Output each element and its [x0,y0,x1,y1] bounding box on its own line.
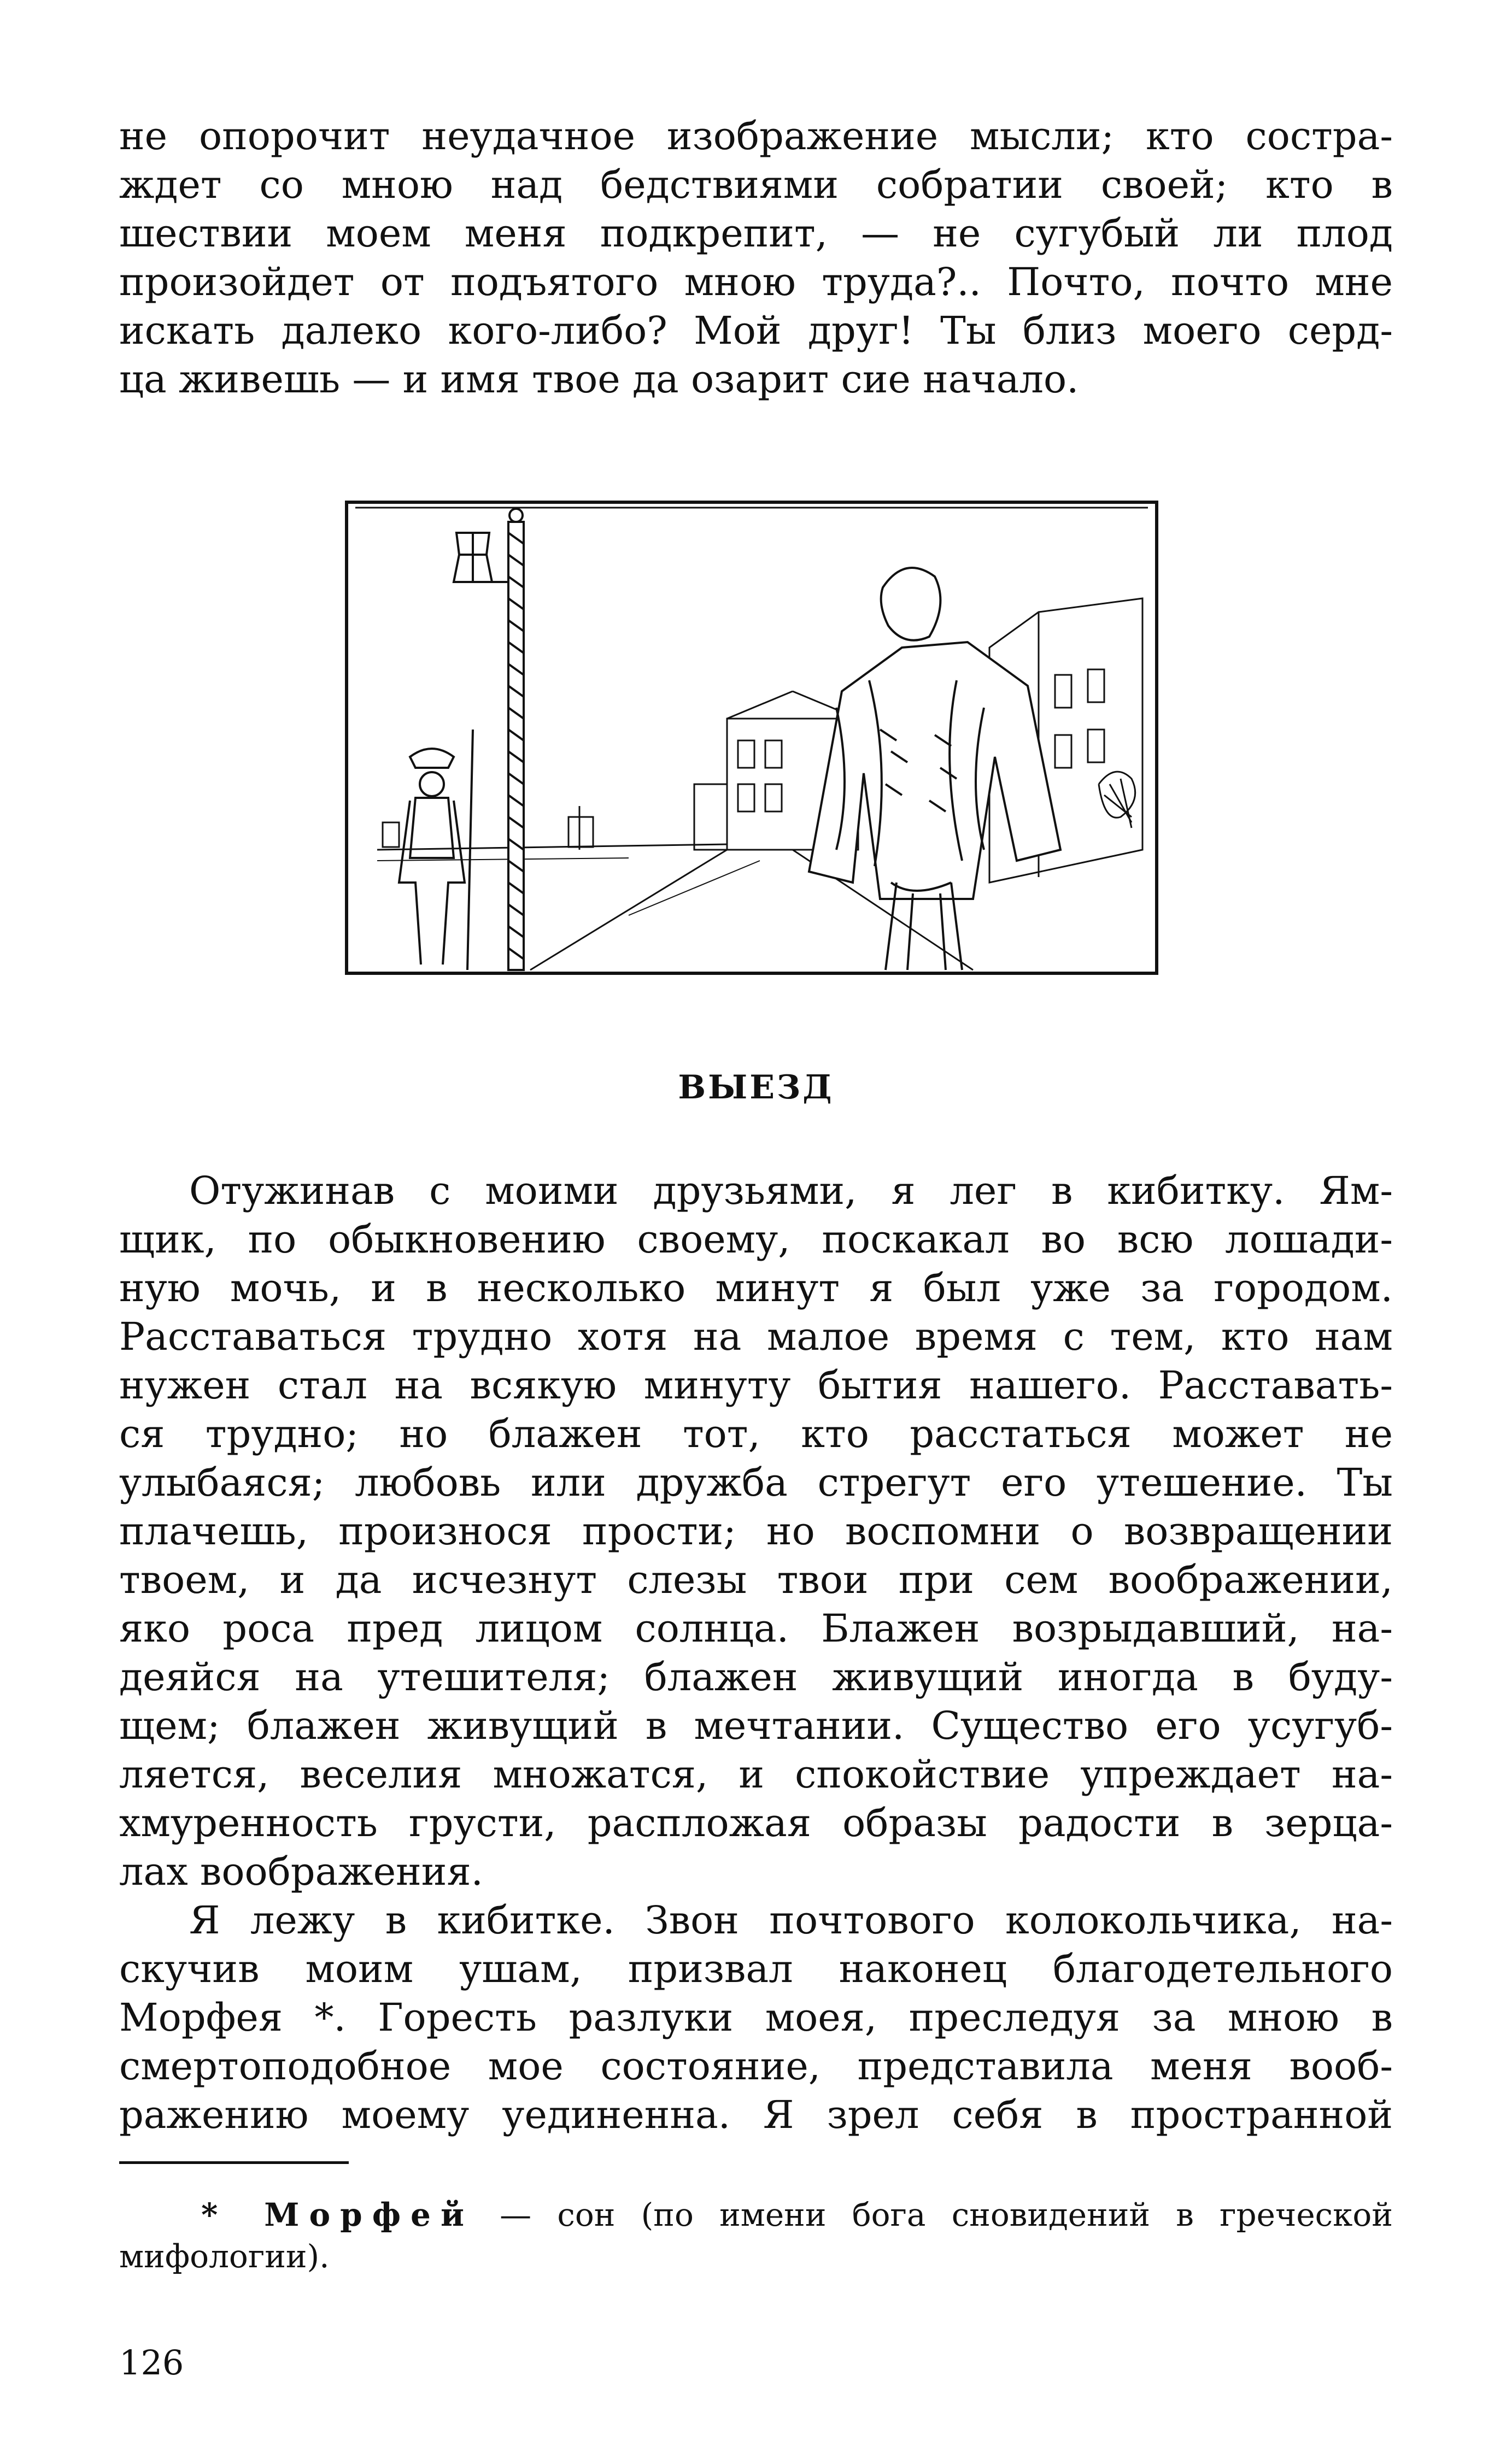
text-line: смертоподобное мое состояние, представила меня вооб- [119,2044,1393,2089]
text-line: Расставаться трудно хотя на малое время с тем, кто нам [119,1314,1393,1359]
footnote [119,2194,1393,2277]
text-line: ждет со мною над бедствиями собратии своей; кто в [119,162,1393,207]
text-line: деяйся на утешителя; блажен живущий иногда в буду- [119,1655,1393,1699]
text-line: твоем, и да исчезнут слезы твои при сем воображении, [119,1557,1393,1602]
text-line: произойдет от подъятого мною труда?.. Почто, почто мне [119,260,1393,304]
text-line: лах воображения. [119,1849,483,1894]
text-line: ляется, веселия множатся, и спокойствие упреждает на- [119,1752,1393,1797]
footnote-definition: — сон (по имени бога сновидений в греческой [473,2196,1393,2233]
footnote-line [119,2194,1393,2236]
footnote-term: * Морфей [201,2196,474,2233]
text-line: Морфея *. Горесть разлуки моея, преследуя за мною в [119,1995,1393,2040]
chapter-title: ВЫЕЗД [678,1068,834,1107]
text-line: шествии моем меня подкрепит, — не сугубый ли плод [119,211,1393,256]
text-line: хмуренность грусти, распложая образы радости в зерца- [119,1801,1393,1845]
text-line: не опорочит неудачное изображение мысли; кто состра- [119,114,1393,158]
paragraph-2 [119,1896,1393,2139]
footnote-divider [119,2161,349,2164]
text-line: щик, по обыкновению своему, поскакал во всю лошади- [119,1217,1393,1262]
text-line: ражению моему уединенна. Я зрел себя в пространной [119,2092,1393,2137]
text-line: плачешь, произнося прости; но воспомни о возвращении [119,1509,1393,1554]
text-line: искать далеко кого-либо? Мой друг! Ты близ моего серд- [119,308,1393,353]
text-line: Отужинав с моими друзьями, я лег в кибитку. Ям- [189,1168,1393,1213]
text-line: нужен стал на всякую минуту бытия нашего. Расставать- [119,1363,1393,1408]
text-line: щем; блажен живущий в мечтании. Существо его усугуб- [119,1703,1393,1748]
text-line: скучив моим ушам, призвал наконец благодетельного [119,1946,1393,1991]
text-line: ца живешь — и имя твое да озарит сие начало. [119,357,1079,402]
illustration-departure [344,500,1159,975]
text-line: ся трудно; но блажен тот, кто расстаться может не [119,1412,1393,1456]
paragraph-1 [119,1167,1393,1896]
text-line: улыбаяся; любовь или дружба стрегут его утешение. Ты [119,1460,1393,1505]
intro-paragraph [119,112,1393,404]
text-line: яко роса пред лицом солнца. Блажен возрыдавший, на- [119,1606,1393,1651]
footnote-line: мифологии). [119,2238,330,2275]
page-number: 126 [119,2343,184,2383]
text-line: ную мочь, и в несколько минут я был уже за городом. [119,1266,1393,1310]
text-line: Я лежу в кибитке. Звон почтового колокольчика, на- [189,1898,1393,1943]
